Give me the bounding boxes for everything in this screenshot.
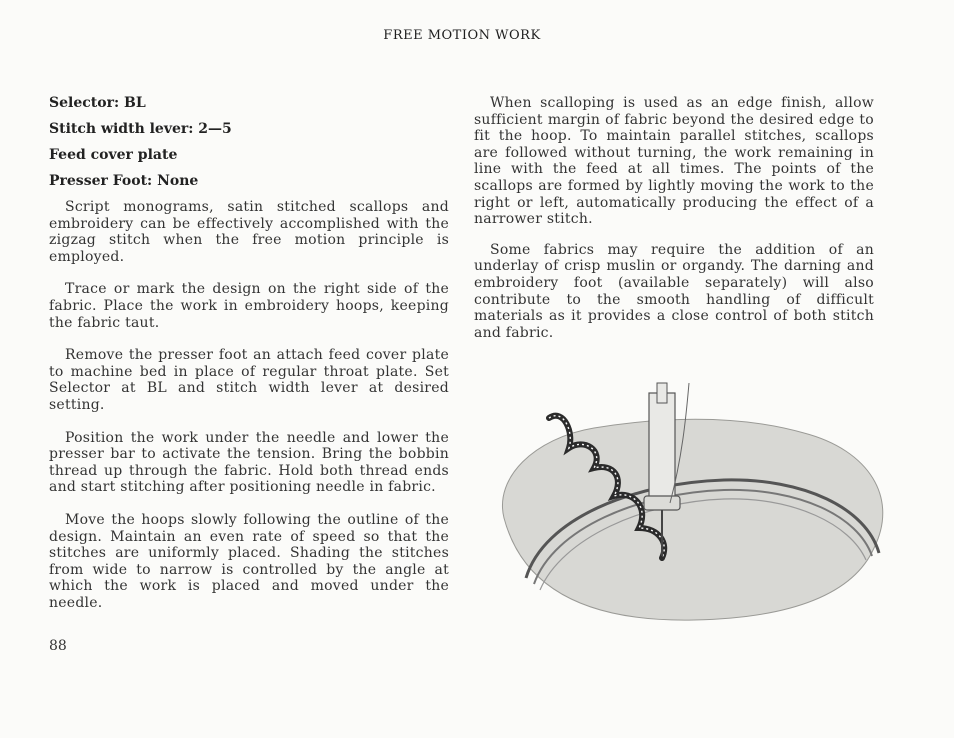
paragraph-position-work: Position the work under the needle and lower the presser bar to activate the tension. Bring the bobbin thread up through the fabric. Hold both thread ends and start stitching after positioning needle in fabric. — [49, 429, 449, 496]
setting-presser-foot: Presser Foot: None — [49, 173, 199, 189]
left-column — [49, 95, 449, 627]
setting-stitch-width: Stitch width lever: 2—5 — [49, 121, 232, 137]
hoop-embroidery-illustration — [474, 378, 894, 628]
paragraph-scalloping: When scalloping is used as an edge finish, allow sufficient margin of fabric beyond the desired edge to fit the hoop. To maintain parallel stitches, scallops are followed without turning, the work remaining in line with the feed at all times. The points of the scallops are formed by lightly moving the work to the right or left, automatically producing the effect of a narrower stitch. — [474, 95, 874, 228]
paragraph-intro: Script monograms, satin stitched scallops and embroidery can be effectively accomplished with the zigzag stitch when the free motion principle is employed. — [49, 199, 449, 265]
paragraph-trace-design: Trace or mark the design on the right side of the fabric. Place the work in embroidery hoops, keeping the fabric taut. — [49, 281, 449, 331]
right-column — [474, 95, 874, 355]
paragraph-remove-presser-foot: Remove the presser foot an attach feed cover plate to machine bed in place of regular throat plate. Set Selector at BL and stitch width lever at desired setting. — [49, 347, 449, 413]
page-title: FREE MOTION WORK — [383, 28, 541, 43]
setting-selector: Selector: BL — [49, 95, 146, 111]
paragraph-move-hoops: Move the hoops slowly following the outline of the design. Maintain an even rate of speed so that the stitches are uniformly placed. Shading the stitches from wide to narrow is controlled by the angle at which the work is placed and moved under the needle. — [49, 511, 449, 611]
needle-bar — [649, 393, 675, 503]
paragraph-underlay: Some fabrics may require the addition of an underlay of crisp muslin or organdy. The darning and embroidery foot (available separately) will also contribute to the smooth handling of difficult materials as it provides a close control of both stitch and fabric. — [474, 241, 874, 341]
setting-feed-cover-plate: Feed cover plate — [49, 147, 178, 163]
page-number: 88 — [49, 638, 67, 654]
fabric-shape — [502, 419, 882, 620]
